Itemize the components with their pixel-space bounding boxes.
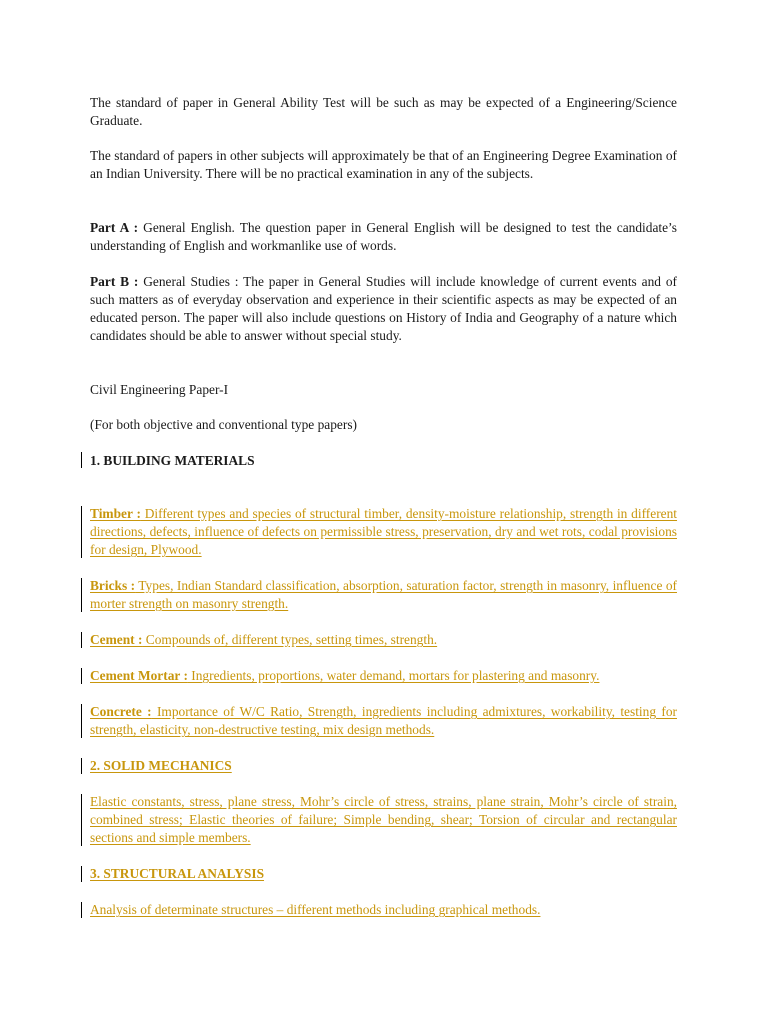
change-bar bbox=[81, 578, 82, 612]
cement-text: Compounds of, different types, setting times, strength. bbox=[142, 632, 438, 647]
change-bar bbox=[81, 866, 82, 882]
civil-paper-note: (For both objective and conventional type papers) bbox=[90, 417, 357, 432]
paragraph-part-b bbox=[90, 273, 677, 345]
change-bar bbox=[81, 668, 82, 684]
change-bar bbox=[81, 632, 82, 648]
part-a-text: General English. The question paper in General English will be designed to test the candidate’s understanding of English and workmanlike use of words. bbox=[90, 220, 677, 253]
paragraph-part-a bbox=[90, 219, 677, 255]
section-structural-analysis: 3. STRUCTURAL ANALYSIS bbox=[90, 866, 265, 881]
cement-label: Cement : bbox=[90, 632, 143, 647]
timber-text: Different types and species of structural timber, density-moisture relationship, strength in different directions, defects, influence of defects on permissible stress, preservation, dry and wet rots, codal provisions for design, Plywood. bbox=[90, 506, 678, 557]
topic-cement bbox=[90, 631, 677, 649]
topic-bricks bbox=[90, 577, 677, 613]
concrete-label: Concrete : bbox=[90, 704, 152, 719]
change-bar bbox=[81, 758, 82, 774]
topic-cement-mortar bbox=[90, 667, 677, 685]
civil-paper-title: Civil Engineering Paper-I bbox=[90, 382, 229, 397]
timber-label: Timber : bbox=[90, 506, 141, 521]
section-solid-mechanics: 2. SOLID MECHANICS bbox=[90, 758, 232, 773]
part-a-label: Part A : bbox=[90, 220, 139, 235]
change-bar bbox=[81, 902, 82, 918]
paragraph-general-ability: The standard of paper in General Ability Test will be such as may be expected of a Engineering/Science Graduate. bbox=[90, 95, 677, 128]
bricks-text: Types, Indian Standard classification, absorption, saturation factor, strength in masonry, influence of morter strength on masonry strength. bbox=[90, 578, 677, 611]
change-bar bbox=[81, 794, 82, 846]
structural-analysis-topics: Analysis of determinate structures – different methods including graphical methods. bbox=[90, 902, 541, 917]
change-bar bbox=[81, 704, 82, 738]
topic-timber bbox=[90, 505, 677, 559]
part-b-label: Part B : bbox=[90, 274, 139, 289]
paragraph-other-subjects: The standard of papers in other subjects will approximately be that of an Engineering Degree Examination of an Indian University. There will be no practical examination in any of the subjects. bbox=[90, 148, 677, 181]
part-b-text: General Studies : The paper in General Studies will include knowledge of current events and of such matters as of everyday observation and experience in their scientific aspects as may be expected of an educated person. The paper will also include questions on History of India and Geography of a nature which candidates should be able to answer without special study. bbox=[90, 274, 677, 343]
topic-concrete bbox=[90, 703, 677, 739]
bricks-label: Bricks : bbox=[90, 578, 136, 593]
change-bar bbox=[81, 506, 82, 558]
mortar-text: Ingredients, proportions, water demand, mortars for plastering and masonry. bbox=[187, 668, 600, 683]
change-bar bbox=[81, 452, 82, 468]
mortar-label: Cement Mortar : bbox=[90, 668, 188, 683]
solid-mechanics-topics: Elastic constants, stress, plane stress, Mohr’s circle of stress, strains, plane strain, Mohr’s circle of strain, combined stress; Elastic theories of failure; Simple bending, shear; Torsion of circular and rectangular sections and simple members. bbox=[90, 794, 677, 845]
section-building-materials: 1. BUILDING MATERIALS bbox=[90, 453, 255, 468]
concrete-text: Importance of W/C Ratio, Strength, ingredients including admixtures, workability, testing for strength, elasticity, non-destructive testing, mix design methods. bbox=[90, 704, 677, 737]
